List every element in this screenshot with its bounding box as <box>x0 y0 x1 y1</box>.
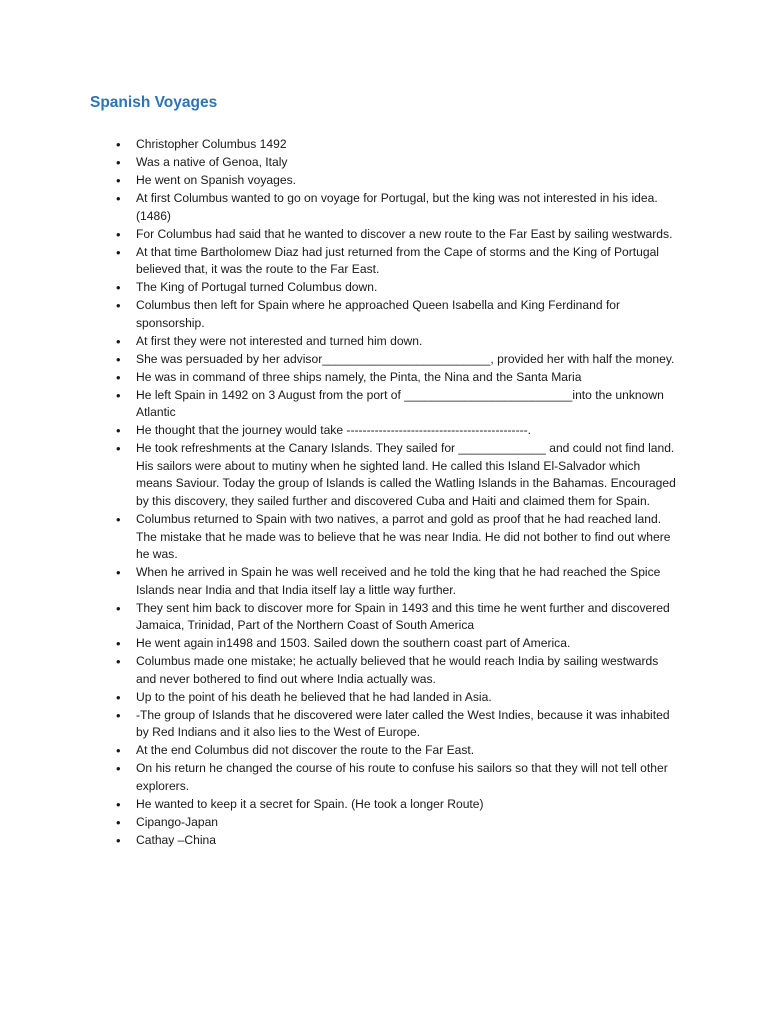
list-item: • Christopher Columbus 1492 <box>136 136 676 154</box>
list-item: • Was a native of Genoa, Italy <box>136 154 676 172</box>
list-item: • Columbus made one mistake; he actually believed that he would reach India by sailing westwards and never bothered to find out where India actually was. <box>136 653 676 688</box>
list-item: • He left Spain in 1492 on 3 August from the port of _________________________into the unknown Atlantic <box>136 387 676 422</box>
list-item: • He went again in1498 and 1503. Sailed down the southern coast part of America. <box>136 635 676 653</box>
list-item: • Cipango-Japan <box>136 814 676 832</box>
list-item: • He was in command of three ships namely, the Pinta, the Nina and the Santa Maria <box>136 369 676 387</box>
list-item: • Cathay –China <box>136 832 676 850</box>
list-item: • Up to the point of his death he believed that he had landed in Asia. <box>136 689 676 707</box>
list-item: • At that time Bartholomew Diaz had just returned from the Cape of storms and the King of Portugal believed that, it was the route to the Far East. <box>136 244 676 279</box>
list-item: • -The group of Islands that he discovered were later called the West Indies, because it was inhabited by Red Indians and it also lies to the West of Europe. <box>136 707 676 742</box>
list-item: • She was persuaded by her advisor_________________________, provided her with half the money. <box>136 351 676 369</box>
list-item: • At first they were not interested and turned him down. <box>136 333 676 351</box>
list-item: • At the end Columbus did not discover the route to the Far East. <box>136 742 676 760</box>
list-item: • When he arrived in Spain he was well received and he told the king that he had reached the Spice Islands near India and that India itself lay a little way further. <box>136 564 676 599</box>
list-item: • For Columbus had said that he wanted to discover a new route to the Far East by sailing westwards. <box>136 226 676 244</box>
page-title: Spanish Voyages <box>90 94 218 111</box>
list-item: • He went on Spanish voyages. <box>136 172 676 190</box>
list-item: • He took refreshments at the Canary Islands. They sailed for _____________ and could not find land. His sailors were about to mutiny when he sighted land. He called this Island El-Salvador which means Saviour. Today the group of Islands is called the Watling Islands in the Bahamas. Encouraged by this discovery, they sailed further and discovered Cuba and Haiti and claimed them for Spain. <box>136 440 676 510</box>
list-item: • He thought that the journey would take ---------------------------------------------. <box>136 422 676 440</box>
list-item: • Columbus then left for Spain where he approached Queen Isabella and King Ferdinand for sponsorship. <box>136 297 676 332</box>
list-item: • He wanted to keep it a secret for Spain. (He took a longer Route) <box>136 796 676 814</box>
list-item: • They sent him back to discover more for Spain in 1493 and this time he went further and discovered Jamaica, Trinidad, Part of the Northern Coast of South America <box>136 600 676 635</box>
list-item: • Columbus returned to Spain with two natives, a parrot and gold as proof that he had reached land. The mistake that he made was to believe that he was near India. He did not bother to find out where he was. <box>136 511 676 564</box>
list-item: • On his return he changed the course of his route to confuse his sailors so that they will not tell other explorers. <box>136 760 676 795</box>
bullet-list <box>136 136 676 850</box>
list-item: • At first Columbus wanted to go on voyage for Portugal, but the king was not interested in his idea. (1486) <box>136 190 676 225</box>
list-item: • The King of Portugal turned Columbus down. <box>136 279 676 297</box>
